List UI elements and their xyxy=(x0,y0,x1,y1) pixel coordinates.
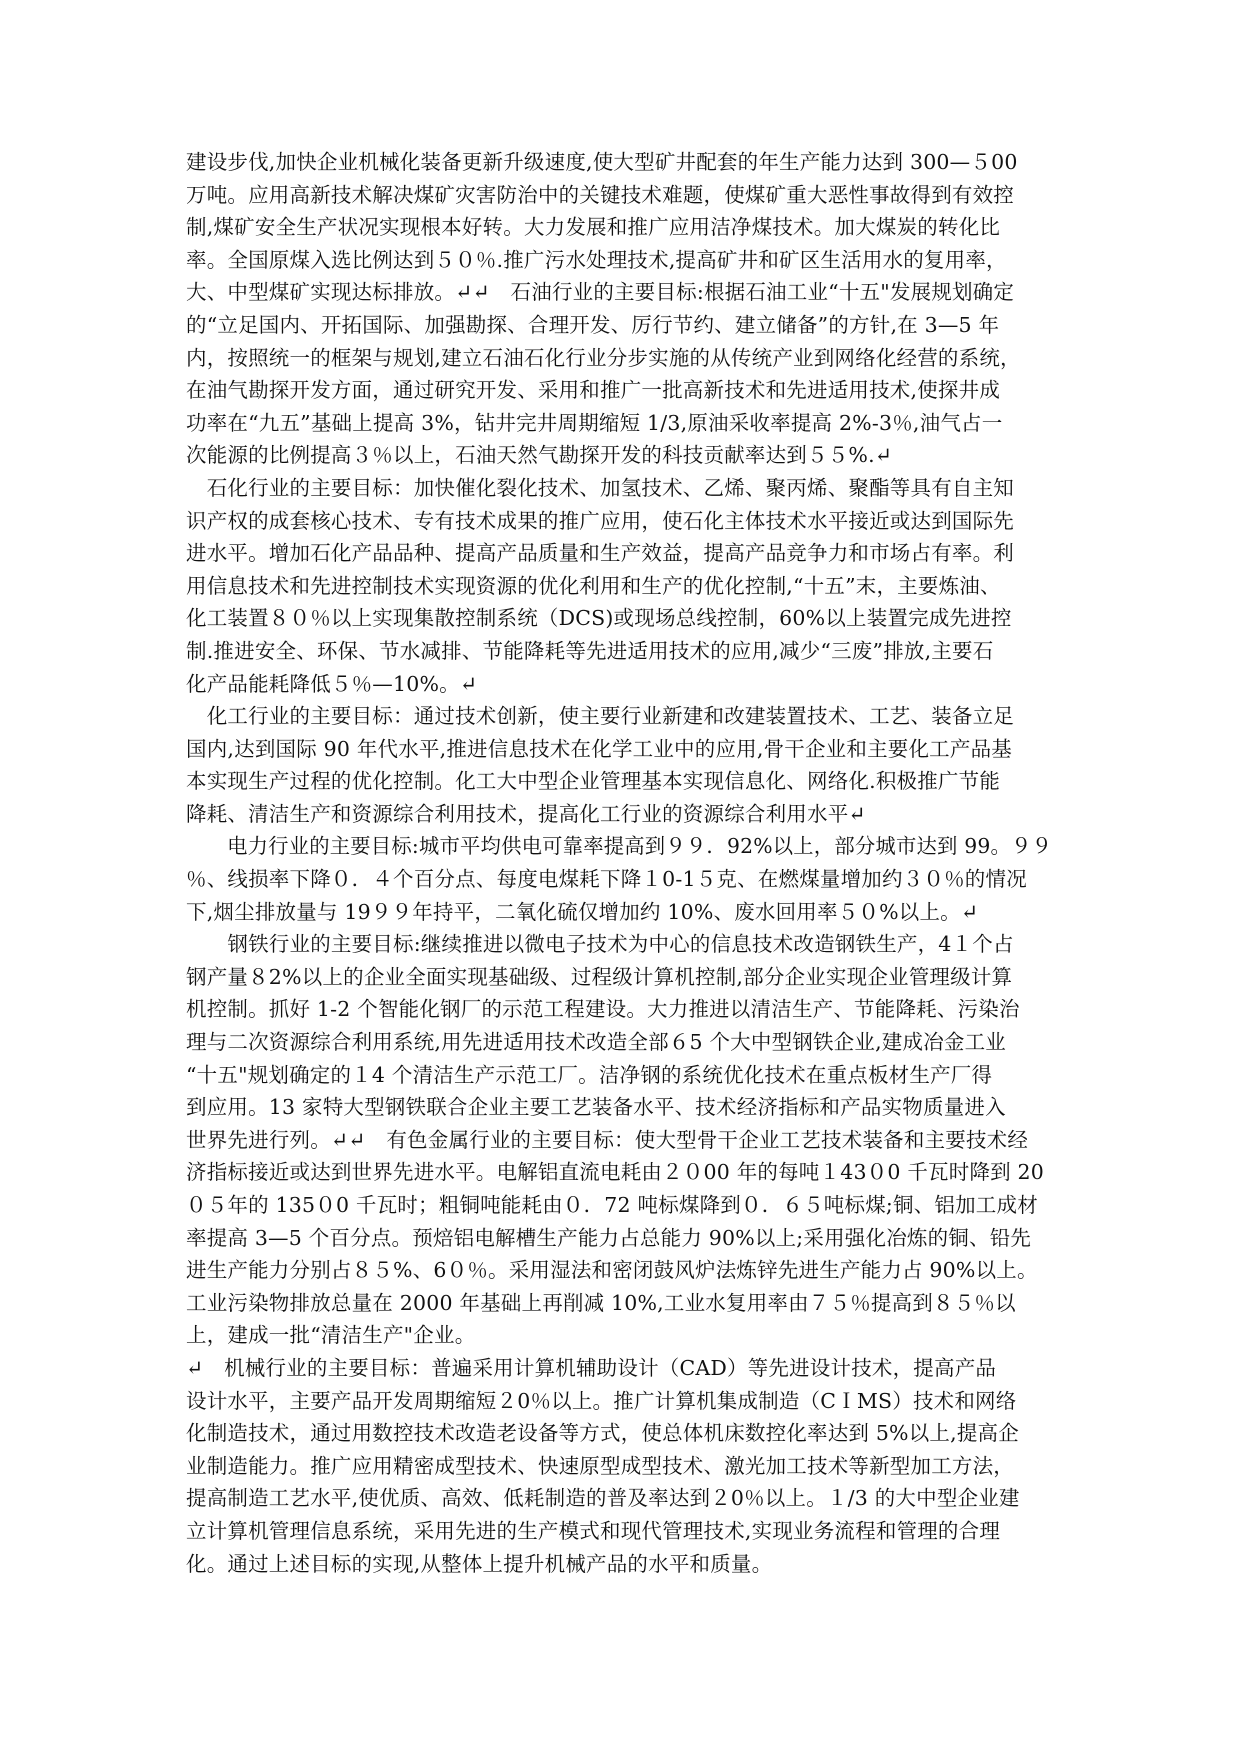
text-line: 进水平。增加石化产品品种、提高产品质量和生产效益，提高产品竞争力和市场占有率。利 xyxy=(186,541,1014,566)
text-line: 识产权的成套核心技术、专有技术成果的推广应用，使石化主体技术水平接近或达到国际先 xyxy=(186,508,1014,533)
text-line: 功率在“九五”基础上提高 3%，钻井完井周期缩短 1/3,原油采收率提高 2%-3％,油气占一 xyxy=(186,410,1003,435)
document-body xyxy=(186,146,1052,1580)
text-line: 制,煤矿安全生产状况实现根本好转。大力发展和推广应用洁净煤技术。加大煤炭的转化比 xyxy=(186,215,1001,240)
text-line: 济指标接近或达到世界先进水平。电解铝直流电耗由２０00 年的每吨１43０0 千瓦时降到 20 xyxy=(186,1160,1045,1185)
text-line: 建设步伐,加快企业机械化装备更新升级速度,使大型矿井配套的年生产能力达到 300—５00 xyxy=(186,150,1018,174)
text-line: 设计水平，主要产品开发周期缩短２0％以上。推广计算机集成制造（CＩMS）技术和网络 xyxy=(186,1388,1017,1413)
text-line: 万吨。应用高新技术解决煤矿灾害防治中的关键技术难题，使煤矿重大恶性事故得到有效控 xyxy=(186,182,1014,207)
text-line: 化工行业的主要目标：通过技术创新，使主要行业新建和改建装置技术、工艺、装备立足 xyxy=(186,704,1014,729)
text-line: ０５年的 135０0 千瓦时；粗铜吨能耗由０．72 吨标煤降到０．６５吨标煤;铜、铝加工成材 xyxy=(186,1193,1038,1217)
text-line: 在油气勘探开发方面，通过研究开发、采用和推广一批高新技术和先进适用技术,使探井成 xyxy=(186,378,1001,403)
text-line: 钢铁行业的主要目标:继续推进以微电子技术为中心的信息技术改造钢铁生产，4１个占 xyxy=(186,932,1014,957)
text-line: 用信息技术和先进控制技术实现资源的优化利用和生产的优化控制,“十五”末，主要炼油、 xyxy=(186,573,1001,598)
text-line: 内，按照统一的框架与规划,建立石油石化行业分步实施的从传统产业到网络化经营的系统， xyxy=(186,345,1021,370)
text-line: 下,烟尘排放量与 19９９年持平，二氧化硫仅增加约 10%、废水回用率５０%以上。↵ xyxy=(186,899,979,924)
text-line: 率提高 3—5 个百分点。预焙铝电解槽生产能力占总能力 90%以上;采用强化冶炼的铜、铅先 xyxy=(186,1225,1032,1250)
text-line: 石化行业的主要目标：加快催化裂化技术、加氢技术、乙烯、聚丙烯、聚酯等具有自主知 xyxy=(186,475,1014,500)
text-line: 机控制。抓好 1-2 个智能化钢厂的示范工程建设。大力推进以清洁生产、节能降耗、污染治 xyxy=(186,997,1020,1022)
text-line: 世界先进行列。↵↵ 有色金属行业的主要目标：使大型骨干企业工艺技术装备和主要技术经 xyxy=(186,1127,1029,1152)
text-line: 国内,达到国际 90 年代水平,推进信息技术在化学工业中的应用,骨干企业和主要化工产品基 xyxy=(186,736,1012,761)
text-line: 业制造能力。推广应用精密成型技术、快速原型成型技术、激光加工技术等新型加工方法， xyxy=(186,1453,1014,1478)
text-line: 理与二次资源综合利用系统,用先进适用技术改造全部６5 个大中型钢铁企业,建成冶金工业 xyxy=(186,1030,1006,1055)
text-line: 化工装置８０％以上实现集散控制系统（DCS)或现场总线控制，60%以上装置完成先进控 xyxy=(186,606,1012,631)
text-line: 次能源的比例提高３％以上，石油天然气勘探开发的科技贡献率达到５５%.↵ xyxy=(186,443,893,468)
text-line: 率。全国原煤入选比例达到５０％.推广污水处理技术,提高矿井和矿区生活用水的复用率， xyxy=(186,247,1007,272)
text-line: 工业污染物排放总量在 2000 年基础上再削减 10%,工业水复用率由７５％提高到８５％以 xyxy=(186,1290,1016,1315)
text-line: 化。通过上述目标的实现,从整体上提升机械产品的水平和质量。 xyxy=(186,1551,773,1576)
text-line: 降耗、清洁生产和资源综合利用技术，提高化工行业的资源综合利用水平↵ xyxy=(186,801,866,826)
text-line: 钢产量８2%以上的企业全面实现基础级、过程级计算机控制,部分企业实现企业管理级计算 xyxy=(186,964,1013,989)
text-line: 立计算机管理信息系统，采用先进的生产模式和现代管理技术,实现业务流程和管理的合理 xyxy=(186,1518,1001,1543)
text-line: 的“立足国内、开拓国际、加强勘探、合理开发、厉行节约、建立储备”的方针,在 3—5 年 xyxy=(186,312,1000,337)
text-line: ％、线损率下降０．４个百分点、每度电煤耗下降１0-1５克、在燃煤量增加约３０％的情况 xyxy=(186,867,1027,892)
text-line: 电力行业的主要目标:城市平均供电可靠率提高到９９．92%以上，部分城市达到 99。９９ xyxy=(186,834,1053,859)
text-line: 提高制造工艺水平,使优质、高效、低耗制造的普及率达到２0％以上。１/3 的大中型企业建 xyxy=(186,1486,1020,1511)
text-line: ↵ 机械行业的主要目标：普遍采用计算机辅助设计（CAD）等先进设计技术，提高产品 xyxy=(186,1355,997,1380)
text-line: 制.推进安全、环保、节水减排、节能降耗等先进适用技术的应用,减少“三废”排放,主要石 xyxy=(186,638,994,663)
text-line: 本实现生产过程的优化控制。化工大中型企业管理基本实现信息化、网络化.积极推广节能 xyxy=(186,769,1001,794)
text-line: 化产品能耗降低５％—10%。↵ xyxy=(186,671,478,696)
text-line: 上，建成一批“清洁生产"企业。 xyxy=(186,1323,476,1348)
text-line: 进生产能力分别占８５%、6０％。采用湿法和密闭鼓风炉法炼锌先进生产能力占 90%以上。 xyxy=(186,1258,1038,1283)
text-line: “十五"规划确定的１4 个清洁生产示范工厂。洁净钢的系统优化技术在重点板材生产厂得 xyxy=(186,1062,993,1087)
text-line: 到应用。13 家特大型钢铁联合企业主要工艺装备水平、技术经济指标和产品实物质量进入 xyxy=(186,1095,1006,1120)
text-line: 大、中型煤矿实现达标排放。↵↵ 石油行业的主要目标:根据石油工业“十五"发展规划确定 xyxy=(186,280,1015,305)
text-line: 化制造技术，通过用数控技术改造老设备等方式，使总体机床数控化率达到 5%以上,提高企 xyxy=(186,1421,1019,1446)
